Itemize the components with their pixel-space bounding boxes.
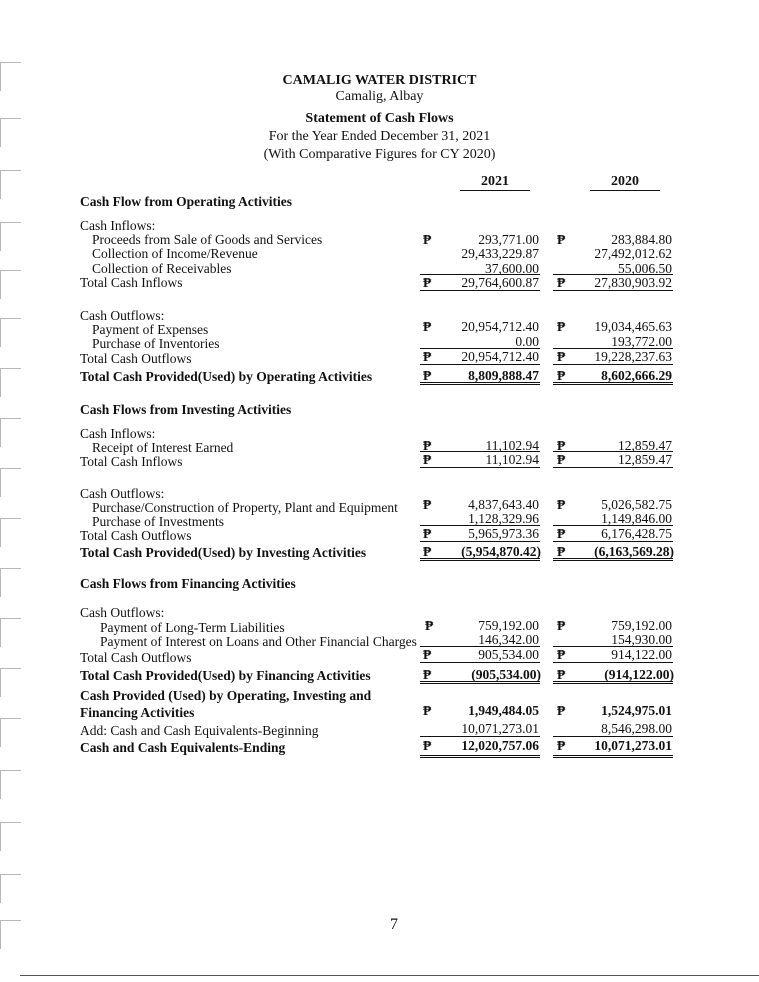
investing-outflow-2021: 4,837,643.40 (468, 497, 539, 512)
summary-beginning-2021: 10,071,273.01 (461, 721, 539, 736)
peso-sign: ₱ (557, 703, 566, 718)
peso-sign: ₱ (557, 232, 566, 247)
entity-location: Camalig, Albay (335, 89, 424, 104)
operating-total-inflows-2021: 29,764,600.87 (461, 275, 539, 290)
summary-beginning-label: Add: Cash and Cash Equivalents-Beginning (80, 723, 319, 738)
peso-sign: ₱ (423, 452, 432, 467)
operating-inflow-2021: 293,771.00 (478, 232, 539, 247)
investing-total-outflows-2021: 5,965,973.36 (468, 526, 539, 541)
statement-period: For the Year Ended December 31, 2021 (268, 129, 491, 144)
summary-beginning-2020: 8,546,298.00 (601, 721, 672, 736)
operating-total-outflows-2020: 19,228,237.63 (594, 349, 672, 364)
peso-sign: ₱ (557, 647, 566, 662)
page-number: 7 (390, 916, 398, 933)
operating-outflow-2021: 0.00 (515, 334, 539, 349)
peso-sign: ₱ (423, 703, 432, 718)
investing-inflow-2021: 11,102.94 (485, 438, 539, 453)
peso-sign: ₱ (423, 349, 432, 364)
operating-outflow-label: Payment of Expenses (92, 322, 209, 337)
financing-outflow-2020: 154,930.00 (611, 632, 672, 647)
summary-ending-2021: 12,020,757.06 (461, 738, 539, 753)
summary-ending-label: Cash and Cash Equivalents-Ending (80, 740, 286, 755)
financing-outflows-label: Cash Outflows: (80, 605, 165, 620)
peso-sign: ₱ (557, 349, 566, 364)
peso-sign: ₱ (557, 544, 566, 559)
peso-sign: ₱ (557, 438, 566, 453)
financing-outflow-label: Payment of Long-Term Liabilities (100, 620, 285, 635)
operating-inflow-label: Collection of Income/Revenue (92, 246, 258, 261)
operating-inflows-label: Cash Inflows: (80, 218, 156, 233)
investing-inflow-label: Receipt of Interest Earned (92, 440, 234, 455)
peso-sign: ₱ (423, 438, 432, 453)
operating-net-2020: 8,602,666.29 (601, 368, 672, 383)
peso-sign: ₱ (423, 647, 432, 662)
operating-inflow-2021: 29,433,229.87 (461, 246, 539, 261)
section-title-investing: Cash Flows from Investing Activities (80, 402, 292, 417)
statement-comparative: (With Comparative Figures for CY 2020) (263, 147, 496, 162)
operating-outflow-2020: 193,772.00 (611, 334, 672, 349)
operating-inflow-2021: 37,600.00 (485, 261, 539, 276)
investing-outflows-label: Cash Outflows: (80, 486, 165, 501)
peso-sign: ₱ (557, 319, 566, 334)
investing-total-inflows-label: Total Cash Inflows (80, 454, 183, 469)
summary-provided-label-line1: Cash Provided (Used) by Operating, Investing and (80, 688, 372, 703)
entity-name: CAMALIG WATER DISTRICT (282, 73, 477, 88)
peso-sign: ₱ (557, 368, 566, 383)
operating-total-outflows-label: Total Cash Outflows (80, 351, 192, 366)
financing-total-outflows-2020: 914,122.00 (611, 647, 672, 662)
operating-total-inflows-label: Total Cash Inflows (80, 275, 183, 290)
peso-sign: ₱ (557, 618, 566, 633)
operating-inflow-label: Proceeds from Sale of Goods and Services (92, 232, 323, 247)
investing-outflow-2021: 1,128,329.96 (468, 511, 539, 526)
peso-sign: ₱ (423, 667, 432, 682)
summary-provided-2021: 1,949,484.05 (468, 703, 539, 718)
investing-total-outflows-2020: 6,176,428.75 (601, 526, 672, 541)
peso-sign: ₱ (557, 526, 566, 541)
investing-outflow-2020: 1,149,846.00 (601, 511, 672, 526)
section-title-financing: Cash Flows from Financing Activities (80, 576, 296, 591)
column-header-2021: 2021 (460, 173, 530, 191)
investing-total-inflows-2021: 11,102.94 (485, 452, 539, 467)
financing-total-outflows-label: Total Cash Outflows (80, 650, 192, 665)
peso-sign: ₱ (557, 738, 566, 753)
financing-outflow-2021: 146,342.00 (478, 632, 539, 647)
investing-net-label: Total Cash Provided(Used) by Investing Activities (80, 545, 367, 560)
peso-sign: ₱ (557, 275, 566, 290)
peso-sign: ₱ (423, 526, 432, 541)
financing-outflow-2021: 759,192.00 (478, 618, 539, 633)
investing-total-inflows-2020: 12,859.47 (618, 452, 672, 467)
peso-sign: ₱ (423, 319, 432, 334)
financing-outflow-label: Payment of Interest on Loans and Other Financial Charges (100, 634, 417, 649)
financing-net-2021: (905,534.00) (471, 667, 541, 682)
peso-sign: ₱ (557, 667, 566, 682)
operating-total-inflows-2020: 27,830,903.92 (594, 275, 672, 290)
operating-inflow-2020: 27,492,012.62 (594, 246, 672, 261)
peso-sign: ₱ (423, 232, 432, 247)
investing-inflow-2020: 12,859.47 (618, 438, 672, 453)
financing-total-outflows-2021: 905,534.00 (478, 647, 539, 662)
financing-net-label: Total Cash Provided(Used) by Financing Activities (80, 668, 371, 683)
peso-sign: ₱ (423, 544, 432, 559)
operating-inflow-label: Collection of Receivables (92, 261, 232, 276)
financing-net-2020: (914,122.00) (604, 667, 674, 682)
investing-outflow-label: Purchase of Investments (92, 514, 224, 529)
peso-sign: ₱ (557, 452, 566, 467)
peso-sign: ₱ (423, 497, 432, 512)
peso-sign: ₱ (423, 275, 432, 290)
peso-sign: ₱ (423, 368, 432, 383)
peso-sign: ₱ (423, 738, 432, 753)
column-header-2020: 2020 (590, 173, 660, 191)
statement-title: Statement of Cash Flows (305, 111, 454, 126)
operating-outflows-label: Cash Outflows: (80, 308, 165, 323)
peso-sign: ₱ (425, 618, 434, 633)
investing-outflow-2020: 5,026,582.75 (601, 497, 672, 512)
operating-outflow-2021: 20,954,712.40 (461, 319, 539, 334)
page-bottom-rule (20, 975, 759, 976)
operating-inflow-2020: 55,006.50 (618, 261, 672, 276)
section-title-operating: Cash Flow from Operating Activities (80, 194, 292, 209)
summary-provided-2020: 1,524,975.01 (601, 703, 672, 718)
financing-outflow-2020: 759,192.00 (611, 618, 672, 633)
operating-net-2021: 8,809,888.47 (468, 368, 539, 383)
operating-outflow-2020: 19,034,465.63 (594, 319, 672, 334)
investing-outflow-label: Purchase/Construction of Property, Plant and Equipment (92, 500, 398, 515)
peso-sign: ₱ (557, 497, 566, 512)
investing-inflows-label: Cash Inflows: (80, 426, 156, 441)
summary-ending-2020: 10,071,273.01 (594, 738, 672, 753)
investing-net-2020: (6,163,569.28) (594, 544, 674, 559)
investing-net-2021: (5,954,870.42) (461, 544, 541, 559)
operating-outflow-label: Purchase of Inventories (92, 336, 220, 351)
operating-net-label: Total Cash Provided(Used) by Operating Activities (80, 369, 373, 384)
summary-provided-label-line2: Financing Activities (80, 705, 195, 720)
operating-inflow-2020: 283,884.80 (611, 232, 672, 247)
operating-total-outflows-2021: 20,954,712.40 (461, 349, 539, 364)
investing-total-outflows-label: Total Cash Outflows (80, 528, 192, 543)
